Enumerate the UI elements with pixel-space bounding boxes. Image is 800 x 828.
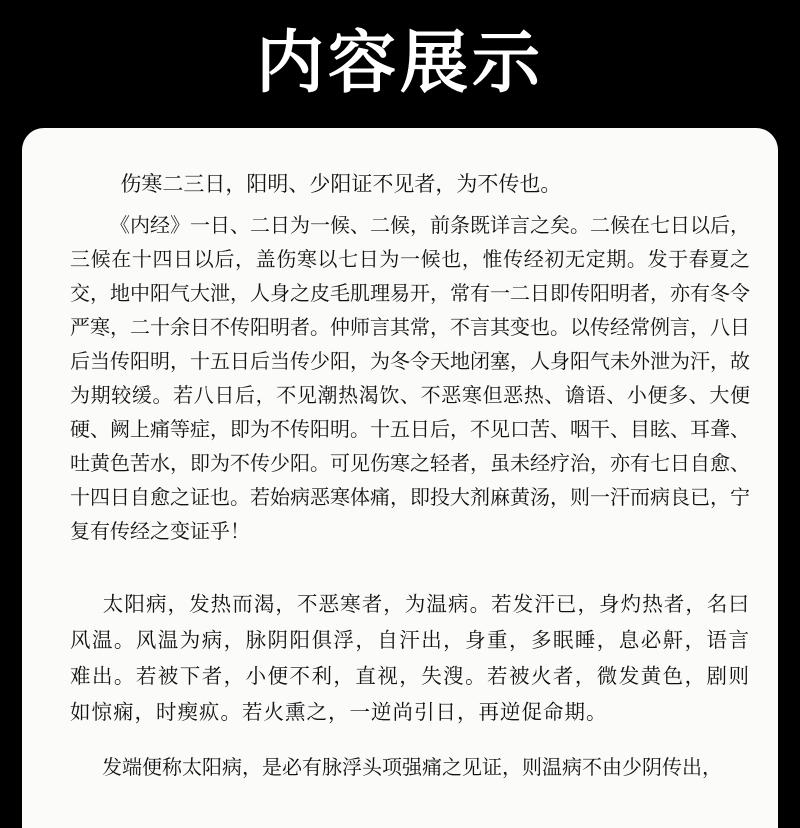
banner-title: 内容展示 bbox=[255, 24, 544, 103]
commentary-paragraph-2: 发端便称太阳病，是必有脉浮头项强痛之见证，则温病不由少阴传出， bbox=[102, 755, 722, 779]
header-banner bbox=[0, 0, 800, 128]
clause-paragraph: 太阳病，发热而渴，不恶寒者，为温病。若发汗已，身灼热者，名曰风温。风温为病，脉阴阳俱浮，自汗出，身重，多眠睡，息必鼾，语言难出。若被下者，小便不利，直视，失溲。若被火者，微发黄色，剧则如惊痫，时瘈疭。若火熏之，一逆尚引日，再逆促命期。 bbox=[70, 592, 750, 724]
commentary-paragraph: 《内经》一日、二日为一候、二候，前条既详言之矣。二候在七日以后，三候在十四日以后，盖伤寒以七日为一候也，惟传经初无定期。发于春夏之交，地中阳气大泄，人身之皮毛肌理易开，常有一二日即传阳明者，亦有冬令严寒，二十余日不传阳明者。仲师言其常，不言其变也。以传经常例言，八日后当传阳明，十五日后当传少阳，为冬令天地闭塞，人身阳气未外泄为汗，故为期较缓。若八日后，不见潮热渴饮、不恶寒但恶热、谵语、小便多、大便硬、阙上痛等症，即为不传阳明。十五日后，不见口苦、咽干、目眩、耳聋、吐黄色苦水，即为不传少阳。可见伤寒之轻者，虽未经疗治，亦有七日自愈、十四日自愈之证也。若始病恶寒体痛，即投大剂麻黄汤，则一汗而病良已，宁复有传经之变证乎！ bbox=[70, 213, 750, 543]
clause-heading: 伤寒二三日，阳明、少阳证不见者，为不传也。 bbox=[120, 172, 562, 196]
text-content bbox=[70, 158, 750, 784]
